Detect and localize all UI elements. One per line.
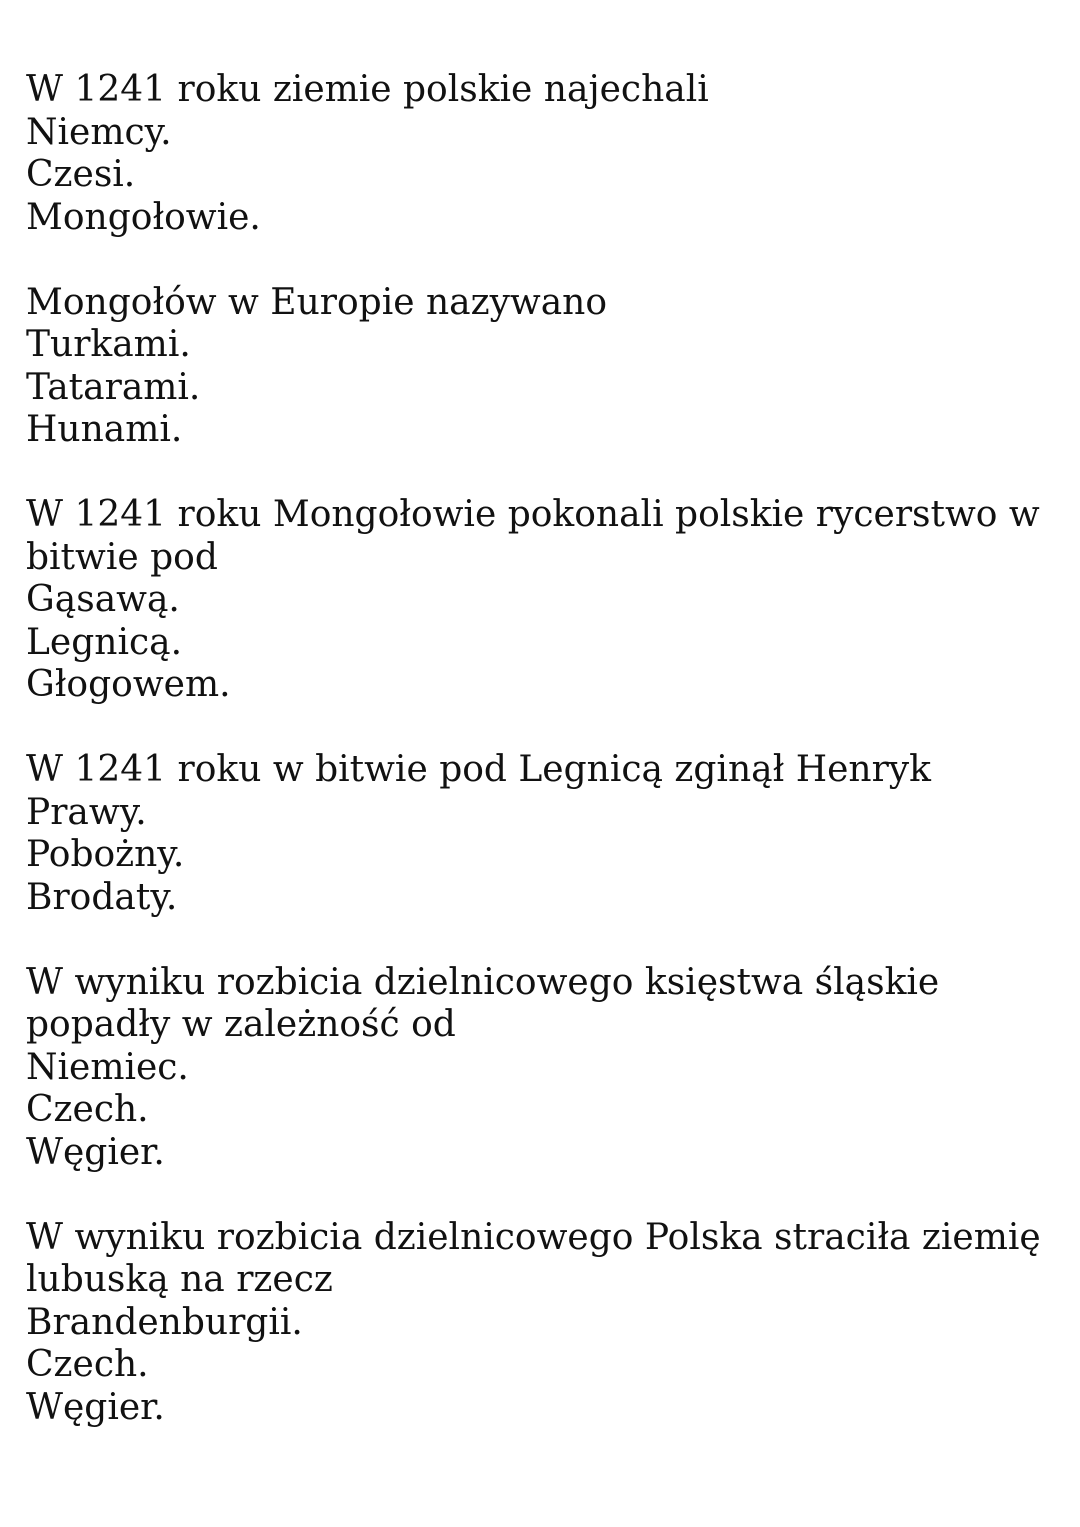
- question-6: [26, 1217, 1056, 1430]
- question-4-option-b: Pobożny.: [26, 834, 185, 875]
- question-3-prompt-line-2: bitwie pod: [26, 536, 218, 578]
- question-3-option-b: Legnicą.: [26, 621, 183, 663]
- question-4-prompt: W 1241 roku w bitwie pod Legnicą zginął Henryk: [26, 749, 931, 790]
- question-2: [26, 282, 1056, 452]
- question-6-prompt-line-1: W wyniku rozbicia dzielnicowego Polska straciła ziemię: [26, 1216, 1041, 1258]
- question-1-option-c: Mongołowie.: [26, 196, 261, 238]
- question-2-option-a: Turkami.: [26, 324, 191, 365]
- question-3-prompt-line-1: W 1241 roku Mongołowie pokonali polskie rycerstwo w: [26, 494, 1040, 535]
- question-3: [26, 494, 1056, 707]
- question-5-option-c: Węgier.: [26, 1131, 165, 1173]
- question-3-option-c: Głogowem.: [26, 664, 231, 705]
- question-1: [26, 69, 1056, 239]
- question-5-option-b: Czech.: [26, 1089, 149, 1130]
- question-4-option-a: Prawy.: [26, 791, 147, 833]
- question-5-prompt-line-2: popadły w zależność od: [26, 1004, 456, 1045]
- question-1-prompt: W 1241 roku ziemie polskie najechali: [26, 69, 709, 110]
- question-3-option-a: Gąsawą.: [26, 579, 180, 620]
- question-1-option-b: Czesi.: [26, 154, 136, 195]
- question-2-option-c: Hunami.: [26, 409, 183, 450]
- question-6-option-c: Węgier.: [26, 1386, 165, 1428]
- question-6-prompt-line-2: lubuską na rzecz: [26, 1259, 333, 1300]
- question-6-option-b: Czech.: [26, 1344, 149, 1385]
- question-6-option-a: Brandenburgii.: [26, 1301, 303, 1343]
- question-5-prompt-line-1: W wyniku rozbicia dzielnicowego księstwa śląskie: [26, 961, 940, 1003]
- question-1-option-a: Niemcy.: [26, 111, 172, 153]
- question-4: [26, 749, 1056, 919]
- question-4-option-c: Brodaty.: [26, 876, 178, 918]
- quiz-document: [26, 69, 1056, 1472]
- question-5-option-a: Niemiec.: [26, 1046, 189, 1088]
- question-2-prompt: Mongołów w Europie nazywano: [26, 281, 608, 323]
- question-5: [26, 962, 1056, 1175]
- question-2-option-b: Tatarami.: [26, 366, 201, 408]
